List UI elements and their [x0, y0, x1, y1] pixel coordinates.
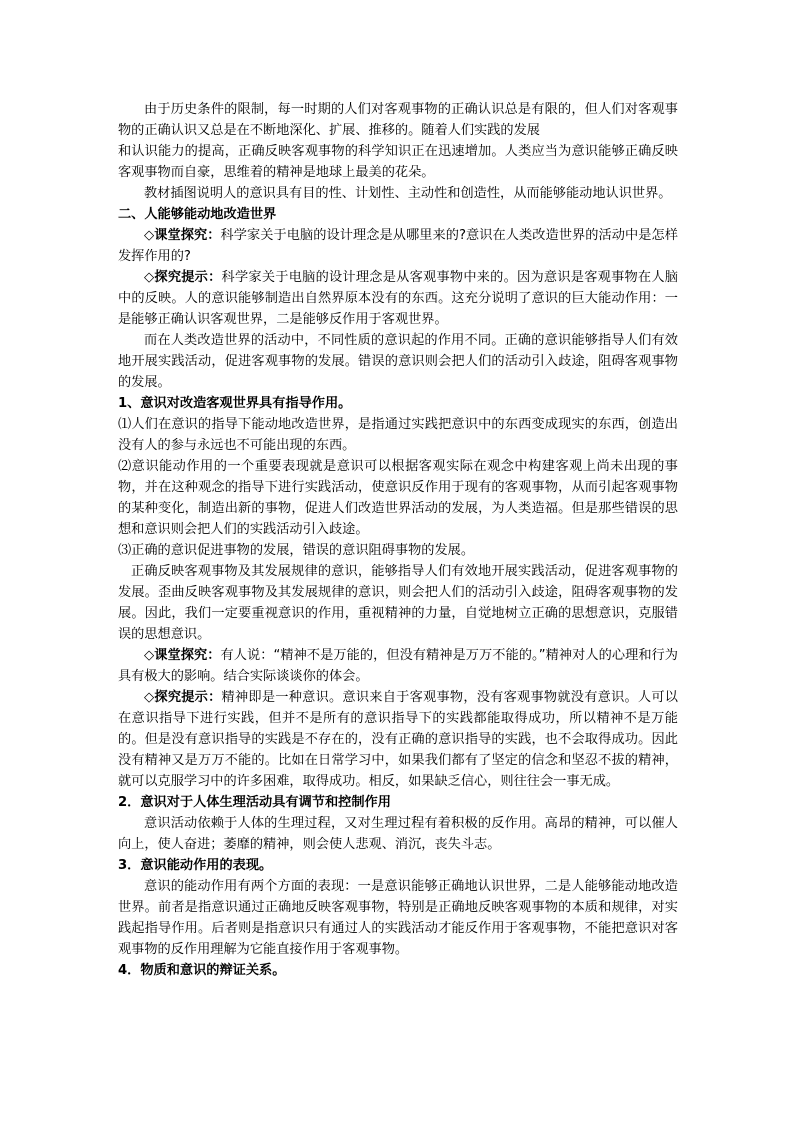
paragraph-inquiry-hint-2: [118, 687, 678, 792]
section-heading-transform-world: 二、人能够能动地改造世界: [118, 207, 277, 222]
paragraph-knowledge-growth: 和认识能力的提高，正确反映客观事物的科学知识正在迅速增加。人类应当为意识能够正确反映客观事物而自豪，思维着的精神是地球上最美的花朵。: [118, 144, 678, 180]
paragraph-correct-reflection: 正确反映客观事物及其发展规律的意识，能够指导人们有效地开展实践活动，促进客观事物的发展。歪曲反映客观事物及其发展规律的意识，则会把人们的活动引入歧途，阻碍客观事物的发展。因此，我们一定要重视意识的作用，重视精神的力量，自觉地树立正确的思想意识，克服错误的思想意识。: [118, 564, 678, 642]
inquiry-label: ◇课堂探究：: [144, 228, 221, 243]
hint-label: ◇探究提示：: [144, 270, 222, 285]
paragraph-physiological-process: 意识活动依赖于人体的生理过程，又对生理过程有着积极的反作用。高昂的精神，可以催人向上，使人奋进；萎靡的精神，则会使人悲观、消沉，丧失斗志。: [118, 816, 678, 852]
paragraph-point-3: ⑶正确的意识促进事物的发展，错误的意识阻碍事物的发展。: [118, 543, 475, 558]
paragraph-different-consciousness: 而在人类改造世界的活动中，不同性质的意识起的作用不同。正确的意识能够指导人们有效地开展实践活动，促进客观事物的发展。错误的意识则会把人们的活动引入歧途，阻碍客观事物的发展。: [118, 333, 678, 390]
inquiry-label: ◇课堂探究：: [144, 648, 221, 663]
paragraph-classroom-inquiry-2: [118, 645, 678, 687]
paragraph-inquiry-hint-1: [118, 267, 678, 330]
subheading-physiological-regulation: 2．意识对于人体生理活动具有调节和控制作用: [118, 795, 391, 810]
hint-text: 科学家关于电脑的设计理念是从客观事物中来的。因为意识是客观事物在人脑中的反映。人的意识能够制造出自然界原本没有的东西。这充分说明了意识的巨大能动作用：一是能够正确认识客观世界，二是能够反作用于客观世界。: [118, 270, 678, 327]
paragraph-two-aspects: 意识的能动作用有两个方面的表现：一是意识能够正确地认识世界，二是人能够能动地改造世界。前者是指意识通过正确地反映客观事物，特别是正确地反映客观事物的本质和规律，对实践起指导作用。后者则是指意识只有通过人的实践活动才能反作用于客观事物，不能把意识对客观事物的反作用理解为它能直接作用于客观事物。: [118, 879, 678, 957]
inquiry-text: 有人说：“精神不是万能的，但没有精神是万万不能的。”精神对人的心理和行为具有极大的影响。结合实际谈谈你的体会。: [118, 648, 678, 684]
paragraph-classroom-inquiry-1: [118, 225, 678, 267]
subheading-dialectical-relation: 4．物质和意识的辩证关系。: [118, 963, 286, 978]
paragraph-history-limits: 由于历史条件的限制，每一时期的人们对客观事物的正确认识总是有限的，但人们对客观事物的正确认识又总是在不断地深化、扩展、推移的。随着人们实践的发展: [118, 102, 678, 138]
paragraph-point-1: ⑴人们在意识的指导下能动地改造世界，是指通过实践把意识中的东西变成现实的东西，创造出没有人的参与永远也不可能出现的东西。: [118, 417, 678, 453]
inquiry-text: 科学家关于电脑的设计理念是从哪里来的?意识在人类改造世界的活动中是怎样发挥作用的?: [118, 228, 678, 264]
subheading-guiding-role: 1、意识对改造客观世界具有指导作用。: [118, 396, 352, 411]
subheading-manifestation: 3．意识能动作用的表现。: [118, 858, 273, 873]
paragraph-textbook-illustration: 教材插图说明人的意识具有目的性、计划性、主动性和创造性，从而能够能动地认识世界。: [144, 186, 672, 201]
paragraph-point-2: ⑵意识能动作用的一个重要表现就是意识可以根据客观实际在观念中构建客观上尚未出现的事物，并在这种观念的指导下进行实践活动，使意识反作用于现有的客观事物，从而引起客观事物的某种变化，制造出新的事物，促进人们改造世界活动的发展，为人类造福。但是那些错误的思想和意识则会把人们的实践活动引入歧途。: [118, 459, 678, 537]
hint-text: 精神即是一种意识。意识来自于客观事物，没有客观事物就没有意识。人可以在意识指导下进行实践，但并不是所有的意识指导下的实践都能取得成功，所以精神不是万能的。但是没有意识指导的实践是不存在的，没有正确的意识指导的实践，也不会取得成功。因此没有精神又是万万不能的。比如在日常学习中，如果我们都有了坚定的信念和坚忍不拔的精神，就可以克服学习中的许多困难，取得成功。相反，如果缺乏信心，则往往会一事无成。: [118, 690, 678, 789]
hint-label: ◇探究提示：: [144, 690, 222, 705]
document-page: [118, 99, 678, 981]
